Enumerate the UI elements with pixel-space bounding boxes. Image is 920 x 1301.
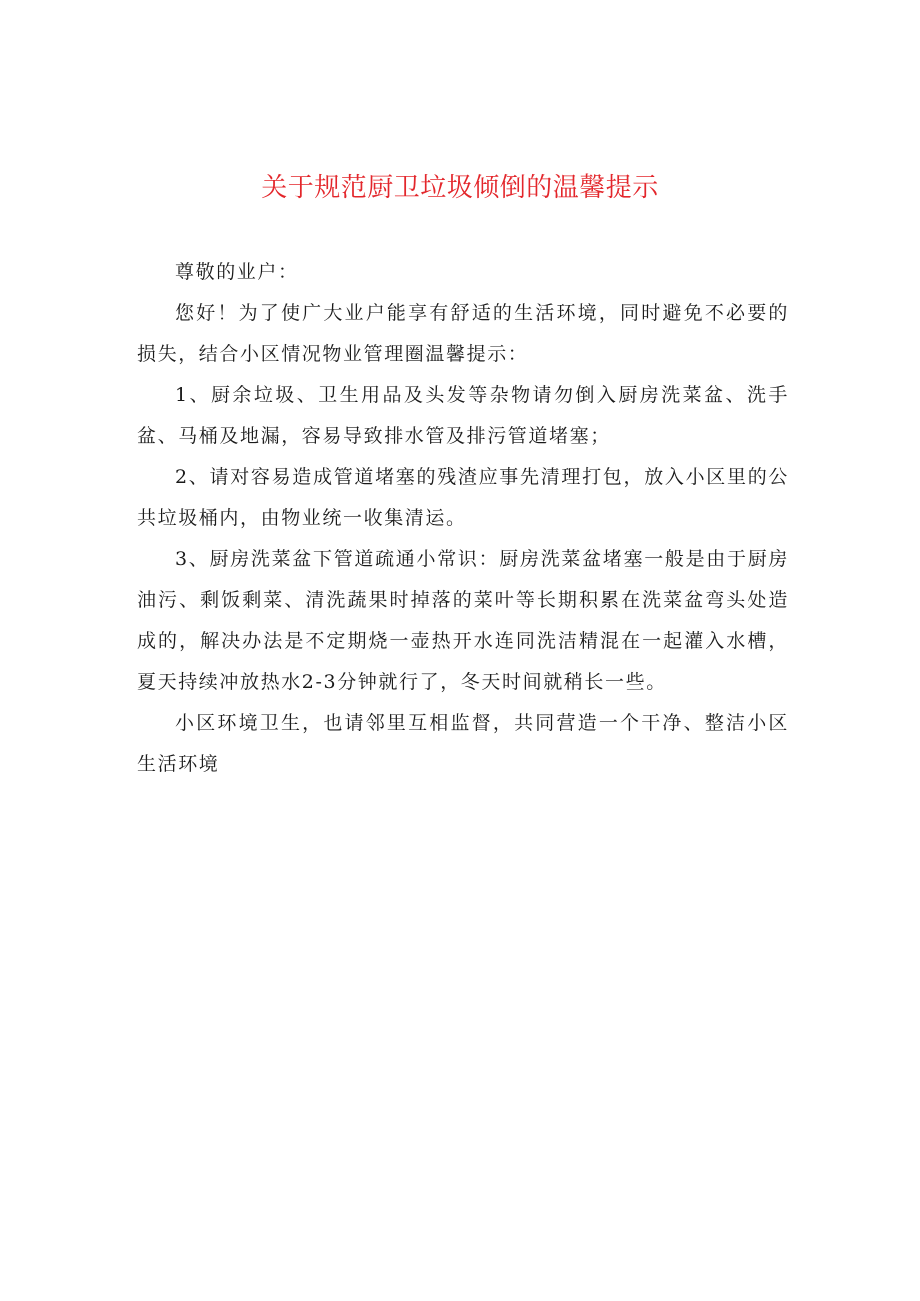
notice-body — [137, 252, 789, 785]
paragraph-greeting: 您好！为了使广大业户能享有舒适的生活环境，同时避免不必要的损失，结合小区情况物业管理圈温馨提示： — [137, 302, 789, 365]
paragraph-item-1: 1、厨余垃圾、卫生用品及头发等杂物请勿倒入厨房洗菜盆、洗手盆、马桶及地漏，容易导致排水管及排污管道堵塞； — [137, 384, 789, 447]
paragraph-closing: 小区环境卫生，也请邻里互相监督，共同营造一个干净、整洁小区生活环境 — [137, 712, 789, 775]
salutation: 尊敬的业户： — [175, 261, 299, 283]
paragraph-item-3: 3、厨房洗菜盆下管道疏通小常识：厨房洗菜盆堵塞一般是由于厨房油污、剩饭剩菜、清洗蔬果时掉落的菜叶等长期积累在洗菜盆弯头处造成的，解决办法是不定期烧一壶热开水连同洗洁精混在一起灌入水槽，夏天持续冲放热水2-3分钟就行了，冬天时间就稍长一些。 — [137, 548, 789, 693]
notice-title: 关于规范厨卫垃圾倾倒的温馨提示 — [261, 173, 659, 203]
paragraph-item-2: 2、请对容易造成管道堵塞的残渣应事先清理打包，放入小区里的公共垃圾桶内，由物业统一收集清运。 — [137, 466, 789, 529]
